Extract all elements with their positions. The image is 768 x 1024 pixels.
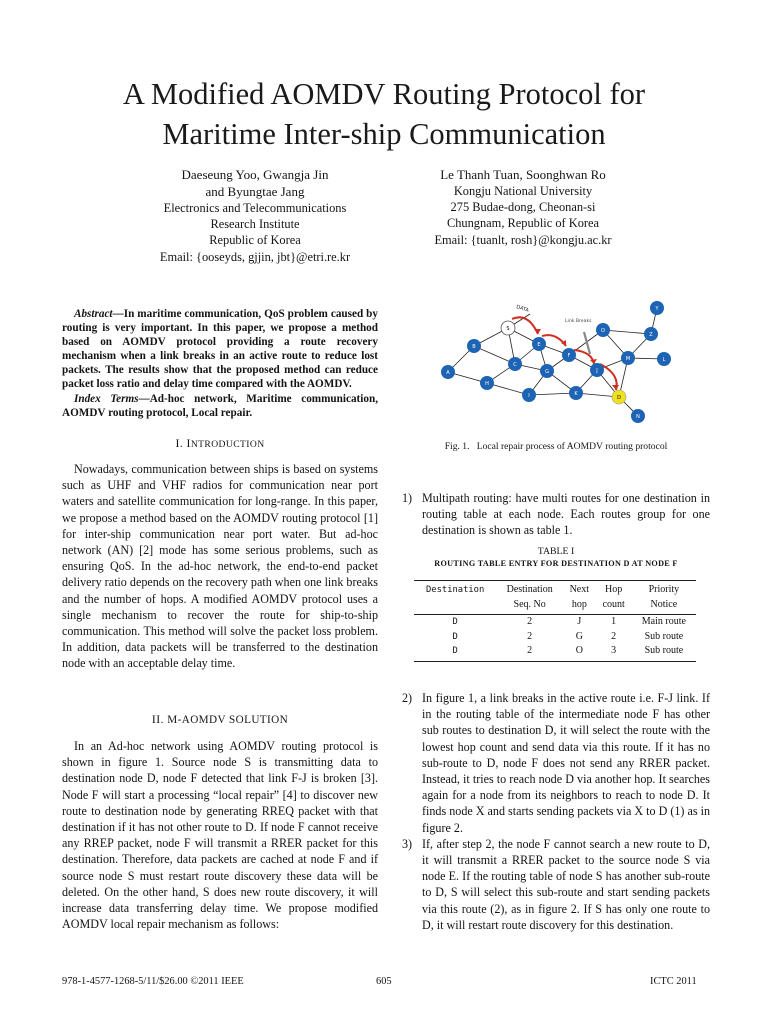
- node-label: D: [617, 395, 621, 401]
- affiliation-line-2: 275 Budae-dong, Cheonan-si: [450, 200, 596, 215]
- header-cell: hop: [563, 598, 596, 615]
- table-row: [414, 615, 696, 630]
- node-label: O: [601, 328, 605, 334]
- table-cell: Sub route: [644, 630, 684, 642]
- node-label: A: [446, 370, 450, 376]
- author-names-line-1: Le Thanh Tuan, Soonghwan Ro: [440, 167, 606, 182]
- network-nodes: [441, 301, 671, 423]
- header-cell: Destination: [414, 581, 496, 598]
- header-cell: Priority: [632, 581, 696, 598]
- table-number: TABLE I: [537, 546, 575, 557]
- node-label: C: [513, 362, 517, 368]
- table-cell: Main route: [641, 616, 686, 627]
- section-title: INTRODUCTION: [186, 436, 265, 450]
- affiliation-line-3: Republic of Korea: [209, 233, 301, 248]
- paper-title: [40, 74, 728, 154]
- index-terms-paragraph: [62, 392, 378, 420]
- table-1: [402, 580, 710, 662]
- table-cell: D: [452, 617, 458, 627]
- section-heading-m-aomdv: [62, 712, 378, 727]
- header-cell: Next: [563, 581, 596, 598]
- table-row: [414, 644, 696, 661]
- list-number: 3): [402, 836, 413, 851]
- header-cell: Hop: [596, 581, 632, 598]
- table-1-caption: [402, 546, 710, 570]
- author-block-left: [120, 166, 390, 265]
- node-label: N: [636, 414, 640, 420]
- footer-conference: ICTC 2011: [650, 976, 697, 987]
- header-cell: [414, 598, 496, 615]
- index-terms-text: —Ad-hoc network, Maritime communication, AOMDV routing protocol, Local repair.: [62, 392, 378, 419]
- introduction-body: [62, 461, 378, 672]
- list-items-2-3: [402, 690, 710, 933]
- affiliation-line-2: Research Institute: [210, 217, 300, 232]
- header-cell: Destination: [496, 581, 563, 598]
- abstract-text: —In maritime communication, QoS problem caused by routing is very important. In this paper, we propose a method based on AOMDV protocol providing a route recovery mechanism when a link breaks in an active route to reduce lost packets. The results show that the proposed method can reduce packet loss ratio and delay time compared with the AOMDV.: [62, 308, 378, 391]
- list-text: In figure 1, a link breaks in the active route i.e. F-J link. If in the routing table of the intermediate node F has other sub routes to destination D, it will select the route with the lowest hop count and send data via this route. If it has no sub-route to D, node F does not send any RRER packet. Instead, it tries to reach node D via another hop. It searches again for a node from its neighbors to reach to node D. It finds node X and starts sending packets via X to D (1) as in figure 2.: [422, 691, 710, 835]
- caption-label: Fig. 1.: [444, 441, 470, 452]
- list-number: 2): [402, 691, 413, 705]
- node-label: G: [545, 369, 549, 375]
- list-item: [402, 690, 710, 836]
- table-header-row: [414, 598, 696, 615]
- header-cell: Notice: [632, 598, 696, 615]
- node-label: H: [485, 381, 489, 387]
- table-cell: Sub route: [632, 644, 696, 661]
- footer-copyright: 978-1-4577-1268-5/11/$26.00 ©2011 IEEE: [62, 976, 244, 987]
- list-text: If, after step 2, the node F cannot search a new route to D, it will transmit a RRER packet to the source node S via node E. If the routing table of node S has another sub-route to D, S will select this sub-route and start sending packets via this route (2), as in figure 2. If S has only one route to D, it will restart route discovery for this destination.: [422, 836, 710, 932]
- table-cell: J: [577, 616, 582, 627]
- section-number: I.: [175, 436, 184, 450]
- node-label: M: [625, 356, 631, 362]
- author-names-line-2: and Byungtae Jang: [205, 184, 305, 199]
- list-item-1: [402, 490, 710, 539]
- m-aomdv-paragraph: In an Ad-hoc network using AOMDV routing protocol is shown in figure 1. Source node S is transmitting data to destination node D, node F detected that link F-J is broken [3]. Node F will start a processing “local repair” [4] to discover new route to destination node by generating RREQ packet with that destination if it has not other route to D. If node F cannot receive any RREP packet, node F will transmit a RRER packet for this destination. Therefore, data packets are cached at node F and if source node S must restart route discovery these data will be deleted. On the other hand, S does new route discovery, it will increase data transferring delay time. We propose modified AOMDV local repair mechanism as follows:: [62, 739, 378, 932]
- section-title: M-AOMDV SOLUTION: [167, 714, 289, 726]
- title-line-1: A Modified AOMDV Routing Protocol for: [122, 77, 646, 111]
- node-label: I: [528, 393, 530, 399]
- header-cell: count: [596, 598, 632, 615]
- node-label: Y: [655, 306, 659, 312]
- m-aomdv-body: [62, 738, 378, 932]
- figure-1-network-diagram: [428, 294, 690, 430]
- annotation-data: DATA: [515, 304, 530, 314]
- abstract-label: Abstract: [74, 308, 113, 320]
- section-heading-introduction: [62, 436, 378, 451]
- node-label: Z: [649, 332, 653, 338]
- index-terms-label: Index Terms: [74, 392, 139, 405]
- list-item: [402, 490, 710, 539]
- annotation-link-breaks: Link Breaks: [565, 319, 592, 324]
- author-email: Email: {ooseyds, gjjin, jbt}@etri.re.kr: [159, 249, 351, 264]
- affiliation-line-1: Electronics and Telecommunications: [163, 201, 347, 215]
- caption-text: Local repair process of AOMDV routing protocol: [476, 441, 668, 452]
- table-cell: 2: [527, 630, 533, 642]
- author-names-line-1: Daeseung Yoo, Gwangja Jin: [181, 167, 329, 182]
- table-cell: 2: [527, 616, 533, 627]
- node-label: F: [567, 353, 571, 359]
- table-cell: D: [414, 644, 496, 661]
- table-cell: 3: [596, 644, 632, 661]
- table-cell: 2: [496, 644, 563, 661]
- author-block-right: [378, 166, 668, 248]
- footer-page-number: 605: [376, 976, 392, 987]
- abstract: [62, 307, 378, 420]
- node-label: K: [574, 391, 578, 397]
- node-label: L: [662, 357, 666, 363]
- header-cell: Seq. No: [496, 598, 563, 615]
- section-number: II.: [151, 712, 164, 726]
- list-text: Multipath routing: have multi routes for one destination in routing table at each node. Each routes group for one destination is shown as table 1.: [422, 491, 710, 538]
- table-header-row: [414, 581, 696, 598]
- node-label: B: [472, 344, 476, 350]
- introduction-paragraph: Nowadays, communication between ships is based on systems such as UHF and VHF radios for communication near port waters and satellite communication for long-range. In this paper, we propose a method based on the AOMDV routing protocol [1] for inter-ship communication near port water. But ad-hoc network (AN) [2] mode has some serious problems, such as ensuring QoS. In the ad-hoc network, the end-to-end packet delivery ratio depends on the recovery path when one link breaks and the number of hops. A modified AOMDV protocol uses a single mechanism to recover the route for ship-to-ship communication. This method will solve the packet loss problem. In addition, data packets will be transferred to the destination node with an acceptable delay time.: [62, 462, 378, 671]
- table-title: ROUTING TABLE ENTRY FOR DESTINATION D AT NODE F: [434, 559, 678, 568]
- node-label: E: [537, 342, 541, 348]
- affiliation-line-3: Chungnam, Republic of Korea: [446, 216, 600, 231]
- routing-table: [414, 580, 696, 662]
- node-label: J: [596, 368, 598, 374]
- affiliation-line-1: Kongju National University: [453, 184, 593, 198]
- table-cell: D: [452, 631, 458, 642]
- node-label: S: [506, 326, 510, 332]
- table-cell: 1: [611, 616, 617, 627]
- table-cell: G: [575, 630, 583, 642]
- table-row: [414, 630, 696, 645]
- abstract-paragraph: [62, 307, 378, 392]
- table-cell: 2: [611, 630, 617, 642]
- list-item: [402, 836, 710, 933]
- list-number: 1): [402, 491, 413, 505]
- table-cell: O: [563, 644, 596, 661]
- network-diagram-svg: [428, 294, 690, 430]
- figure-1-caption: [402, 441, 710, 452]
- author-email: Email: {tuanlt, rosh}@kongju.ac.kr: [434, 232, 612, 247]
- title-line-2: Maritime Inter-ship Communication: [162, 117, 606, 151]
